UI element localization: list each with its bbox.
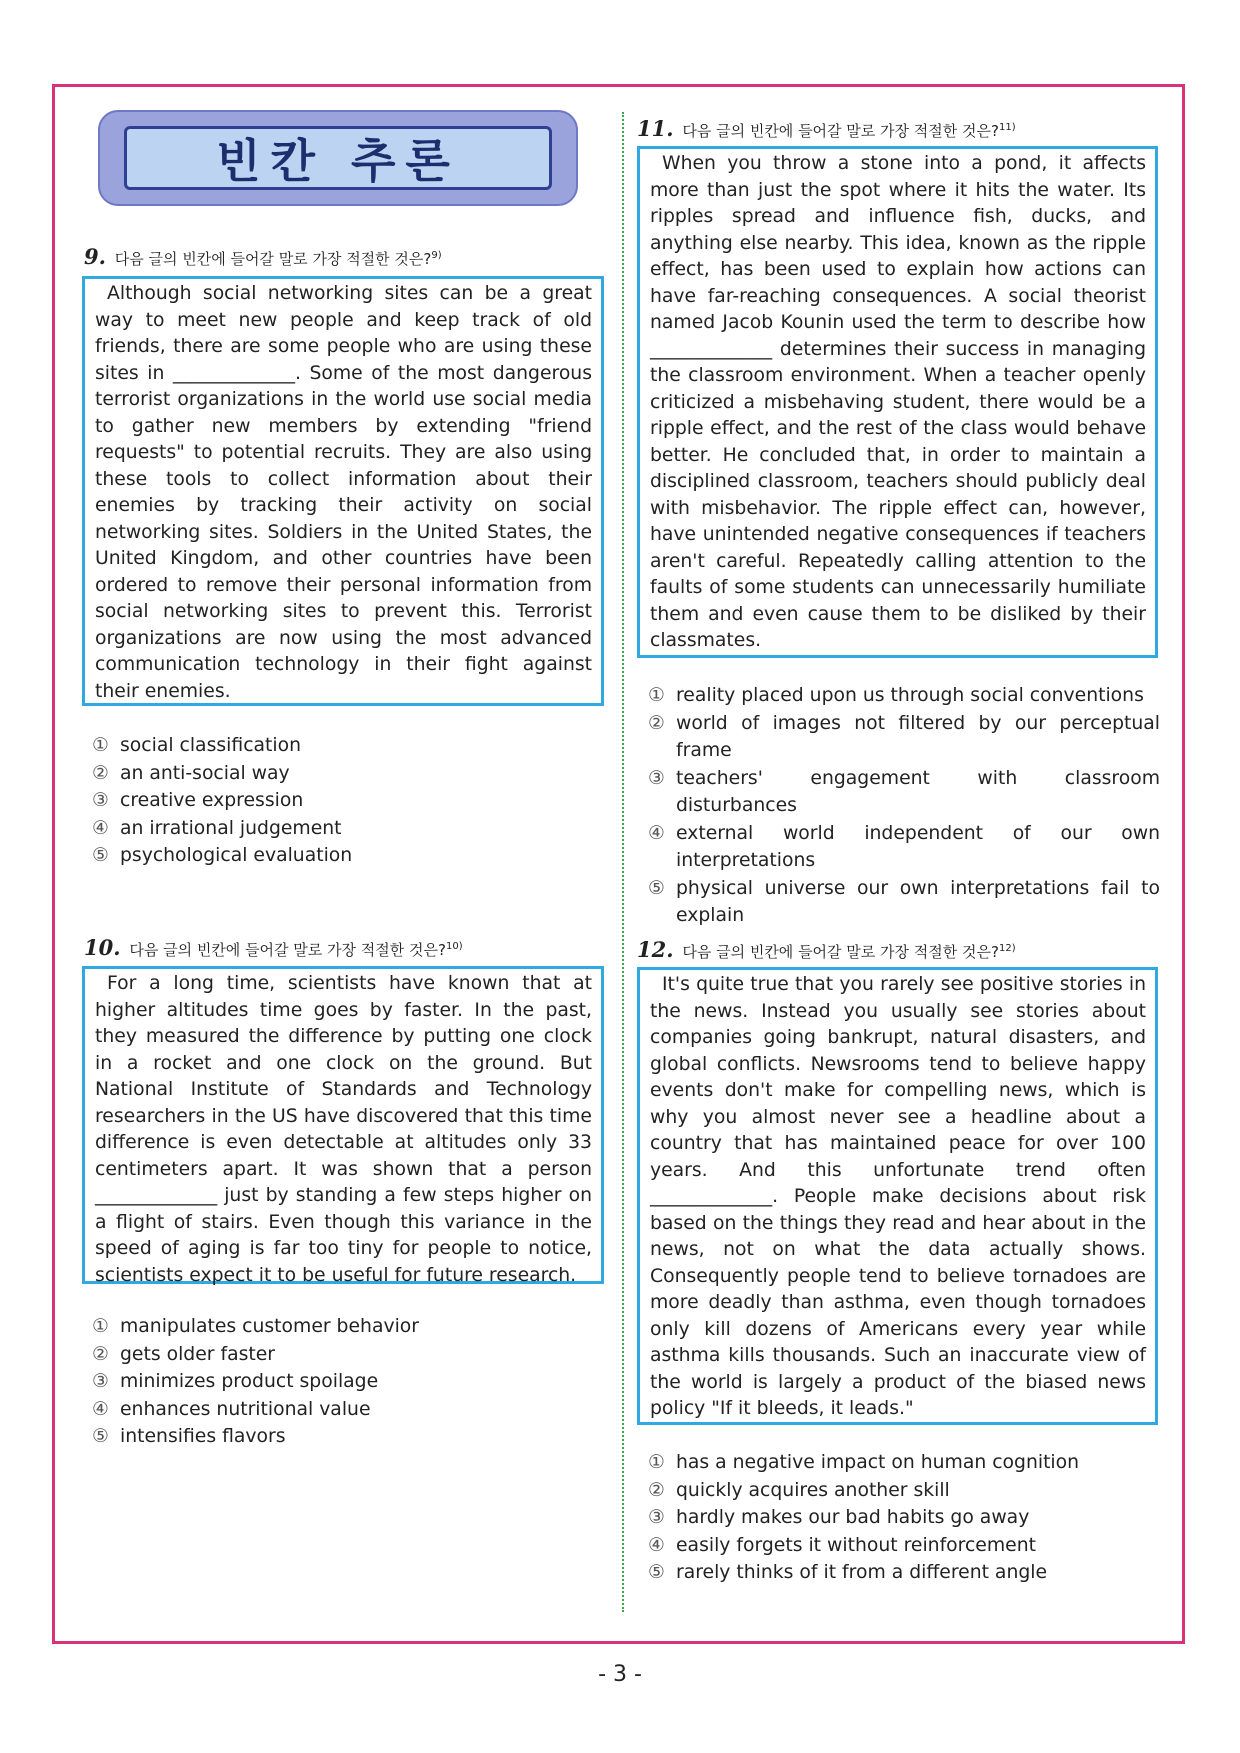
question-9-option-2[interactable]: ② an anti-social way [92,762,290,784]
question-12-header [637,937,1016,962]
question-9-option-3[interactable]: ③ creative expression [92,790,304,811]
question-11-number: 11. [637,116,674,141]
question-12-option-1[interactable]: ① has a negative impact on human cognition [648,1452,1080,1473]
question-11-footnote: 11) [998,122,1016,133]
question-10-option-2[interactable]: ② gets older faster [92,1343,276,1365]
question-12-prompt: 다음 글의 빈칸에 들어갈 말로 가장 적절한 것은? [682,943,999,961]
question-9-option-4[interactable]: ④ an irrational judgement [92,817,342,839]
section-title: 빈칸 추론 [216,134,460,188]
question-9-options [92,732,598,870]
question-11-prompt: 다음 글의 빈칸에 들어갈 말로 가장 적절한 것은? [682,122,999,140]
question-11-options [648,682,1160,930]
question-9-option-5[interactable]: ⑤ psychological evaluation [92,845,353,866]
question-11-option-5[interactable]: ⑤ physical universe our own interpretations fail to explain [648,877,1160,926]
question-10-passage: For a long time, scientists have known that at higher altitudes time goes by faster. In the past, they measured the difference by putting one clock in a rocket and one clock on the ground. But National Institute of Standards and Technology researchers in the US have discovered that this time difference is even detectable at altitudes only 33 centimeters apart. It was shown that a person _____________ just by standing a few steps higher on a flight of stairs. Even though this variance in the speed of aging is far too tiny for people to notice, scientists expect it to be useful for future research. [82,966,604,1284]
question-12-number: 12. [637,937,674,962]
question-12-footnote: 12) [998,943,1016,954]
question-11-header [637,116,1016,141]
question-9-footnote: 9) [431,250,442,261]
question-10-option-4[interactable]: ④ enhances nutritional value [92,1398,371,1420]
question-12-option-2[interactable]: ② quickly acquires another skill [648,1479,950,1501]
question-12-option-4[interactable]: ④ easily forgets it without reinforcement [648,1534,1036,1556]
column-divider [622,112,624,1612]
question-9-header [84,244,442,269]
question-11-option-2[interactable]: ② world of images not filtered by our perceptual frame [648,712,1160,761]
question-10-options [92,1313,598,1451]
question-10-header [84,935,463,960]
question-10-option-5[interactable]: ⑤ intensifies flavors [92,1426,286,1447]
question-12-option-5[interactable]: ⑤ rarely thinks of it from a different angle [648,1562,1048,1583]
question-11-passage: When you throw a stone into a pond, it affects more than just the spot where it hits the water. Its ripples spread and influence fish, ducks, and anything else nearby. This idea, known as the ripple effect, has been used to explain how actions can have far-reaching consequences. A social theorist named Jacob Kounin used the term to describe how _____________ determines their success in managing the classroom environment. When a teacher openly criticized a misbehaving student, there would be a ripple effect, and the rest of the class would behave better. He concluded that, in order to maintain a disciplined classroom, teachers should publicly deal with misbehavior. The ripple effect can, however, have unintended negative consequences if teachers aren't careful. Repeatedly calling attention to the faults of some students can unnecessarily humiliate them and even cause them to be disliked by their classmates. [637,146,1158,658]
page-number: - 3 - [598,1662,642,1687]
question-9-number: 9. [84,244,106,269]
question-9-prompt: 다음 글의 빈칸에 들어갈 말로 가장 적절한 것은? [114,250,432,268]
question-10-footnote: 10) [445,941,463,952]
question-12-option-3[interactable]: ③ hardly makes our bad habits go away [648,1507,1030,1528]
section-title-box [124,126,552,190]
question-9-passage: Although social networking sites can be a great way to meet new people and keep track of old friends, there are some people who are using these sites in _____________. Some of the most dangerous terrorist organizations in the world use social media to gather new members by extending "friend requests" to potential recruits. They are also using these tools to collect information about their enemies by tracking their activity on social networking sites. Soldiers in the United States, the United Kingdom, and other countries have been ordered to remove their personal information from social networking sites to prevent this. Terrorist organizations are now using the most advanced communication technology in their fight against their enemies. [82,276,604,706]
question-11-option-1[interactable]: ① reality placed upon us through social conventions [648,685,1144,706]
question-10-prompt: 다음 글의 빈칸에 들어갈 말로 가장 적절한 것은? [129,941,446,959]
question-12-options [648,1449,1160,1587]
question-11-option-3[interactable]: ③ teachers' engagement with classroom disturbances [648,767,1160,816]
question-9-option-1[interactable]: ① social classification [92,735,301,756]
question-11-option-4[interactable]: ④ external world independent of our own interpretations [648,822,1160,871]
question-10-option-3[interactable]: ③ minimizes product spoilage [92,1371,379,1392]
question-10-number: 10. [84,935,121,960]
question-10-option-1[interactable]: ① manipulates customer behavior [92,1316,419,1337]
section-title-banner [98,110,578,206]
question-12-passage: It's quite true that you rarely see positive stories in the news. Instead you usually see stories about companies going bankrupt, natural disasters, and global conflicts. Newsrooms tend to believe happy events don't make for compelling news, which is why you almost never see a headline about a country that has maintained peace for over 100 years. And this unfortunate trend often _____________. People make decisions about risk based on the things they read and hear about in the news, not on what the data actually shows. Consequently people tend to believe tornadoes are more deadly than asthma, even though tornadoes only kill dozens of Americans every year while asthma kills thousands. Such an inaccurate view of the world is largely a product of the biased news policy "If it bleeds, it leads." [637,967,1158,1425]
